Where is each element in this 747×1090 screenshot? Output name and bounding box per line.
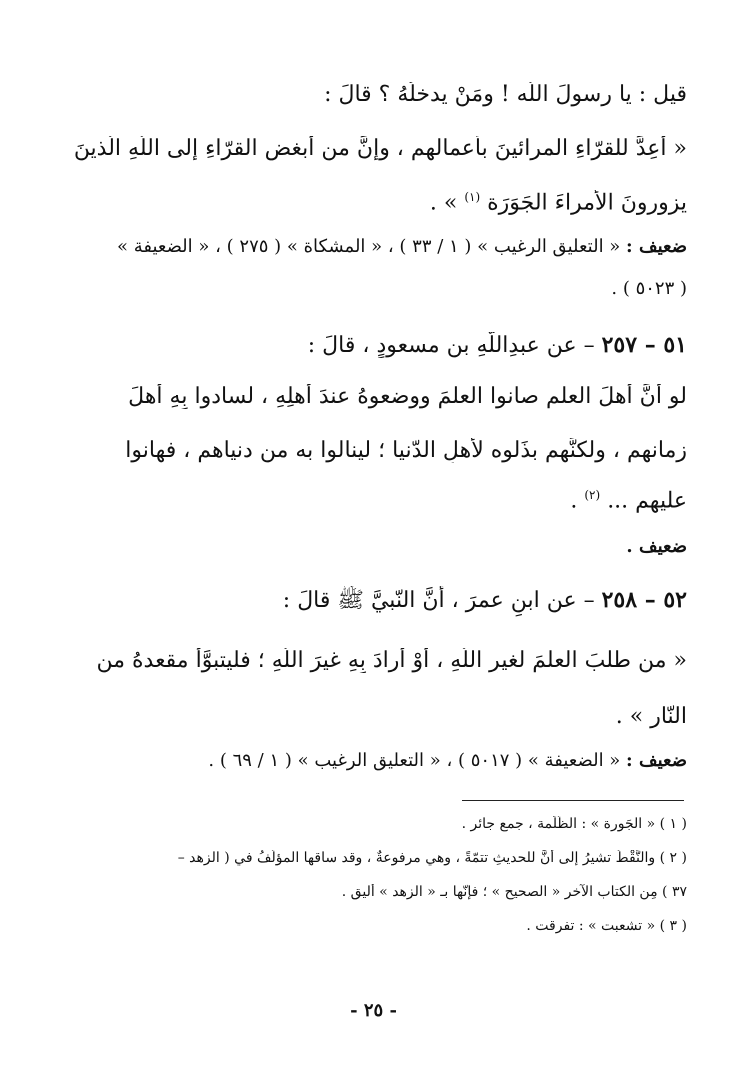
- footnote-2-text: ( ٢ ) والنَّقْطُ تشيرُ إلى أنَّ للحديثِ تتمّةً ، وهي مرفوعةٌ ، وقد ساقها المؤلّفُ في ( الزهد –: [177, 850, 687, 866]
- hadith-50-line-3: [60, 190, 687, 215]
- footnote-2: [60, 850, 687, 866]
- hadith-52-number: ٥٢ – ٢٥٨: [601, 587, 687, 613]
- footnote-3: [60, 918, 687, 934]
- hadith-51-grade-text: ضعيف .: [626, 536, 687, 557]
- footnote-1-text: ( ١ ) « الجَورة » : الظَّلَمة ، جمع جائر .: [461, 816, 687, 832]
- hadith-52-grade-sources: « الضعيفة » ( ٥٠١٧ ) ، « التعليق الرغيب » ( ١ / ٦٩ ) .: [208, 750, 621, 771]
- footnote-ref-2: (٢): [584, 488, 601, 502]
- grade-sources-cont: ( ٥٠٢٣ ) .: [611, 278, 687, 299]
- hadith-52-grade-label: ضعيف :: [626, 750, 687, 771]
- hadith-50-line-1: [60, 82, 687, 107]
- grade-sources: « التعليق الرغيب » ( ١ / ٣٣ ) ، « المشكاة » ( ٢٧٥ ) ، « الضعيفة »: [116, 236, 621, 257]
- grade-label: ضعيف :: [626, 236, 687, 257]
- hadith-51-line-3-text: عليهم ...: [607, 488, 687, 514]
- hadith-51-heading: [60, 332, 687, 358]
- hadith-52-line-1: [60, 648, 687, 673]
- hadith-50-line-3-end: » .: [429, 190, 458, 216]
- footnote-1: [60, 816, 687, 832]
- hadith-50-line-3-text: يزورونَ الأمراءَ الجَوَرَة: [487, 190, 687, 216]
- footnote-separator: [462, 800, 684, 801]
- hadith-51-line-3: [60, 488, 687, 513]
- page-number: - ٢٥ -: [350, 1000, 397, 1021]
- hadith-52-line-2-text: النّارِ » .: [615, 704, 687, 729]
- hadith-52-intro: – عن ابنِ عمرَ ، أنَّ النّبيَّ ﷺ قالَ :: [282, 588, 595, 613]
- hadith-51-number: ٥١ – ٢٥٧: [601, 332, 687, 358]
- hadith-52-heading: [60, 586, 687, 618]
- hadith-51-line-3-end: .: [570, 488, 578, 514]
- hadith-50-grade-cont: [60, 278, 687, 299]
- footnote-2-cont-text: ٣٧ ) مِن الكتاب الآخر « الصحيح » ؛ فإنّها بـ « الزهد » أليق .: [341, 884, 687, 900]
- hadith-52-line-2: [60, 704, 687, 729]
- hadith-52-line-1-text: « من طلبَ العلمَ لغيرِ اللَّهِ ، أوْ أرادَ بِهِ غيرَ اللَّهِ ؛ فليتبوَّأْ مقعدهُ من: [96, 648, 687, 673]
- hadith-50-grade: [60, 236, 687, 257]
- hadith-50-line-2: [60, 136, 687, 161]
- hadith-51-grade: [60, 536, 687, 557]
- footnote-ref-1: (١): [464, 190, 481, 204]
- hadith-50-line-2-text: « أُعِدَّ للقرّاءِ المرائينَ بأعمالهم ، وإنَّ من أبغضِ القرّاءِ إلى اللَّهِ الّذينَ: [73, 136, 687, 161]
- hadith-51-intro: – عن عبدِاللَّهِ بنِ مسعودٍ ، قالَ :: [307, 333, 595, 358]
- footnote-2-cont: [60, 884, 687, 900]
- hadith-51-line-1-text: لو أنَّ أهلَ العلمِ صانوا العلمَ ووضعوهُ عندَ أهلِهِ ، لسادوا بِهِ أهلَ: [128, 384, 687, 409]
- footnote-3-text: ( ٣ ) « تشعبت » : تفرقت .: [526, 918, 687, 934]
- hadith-51-line-2-text: زمانهم ، ولكنَّهم بذَلوه لأَهلِ الدّنيا ؛ لينالوا به من دنياهم ، فهانوا: [125, 438, 687, 463]
- hadith-50-line-1-text: قيل : يا رسولَ اللَّه ! ومَنْ يدخلُهُ ؟ قالَ :: [324, 82, 687, 107]
- hadith-52-grade: [60, 750, 687, 771]
- hadith-51-line-1: [60, 384, 687, 409]
- hadith-51-line-2: [60, 438, 687, 463]
